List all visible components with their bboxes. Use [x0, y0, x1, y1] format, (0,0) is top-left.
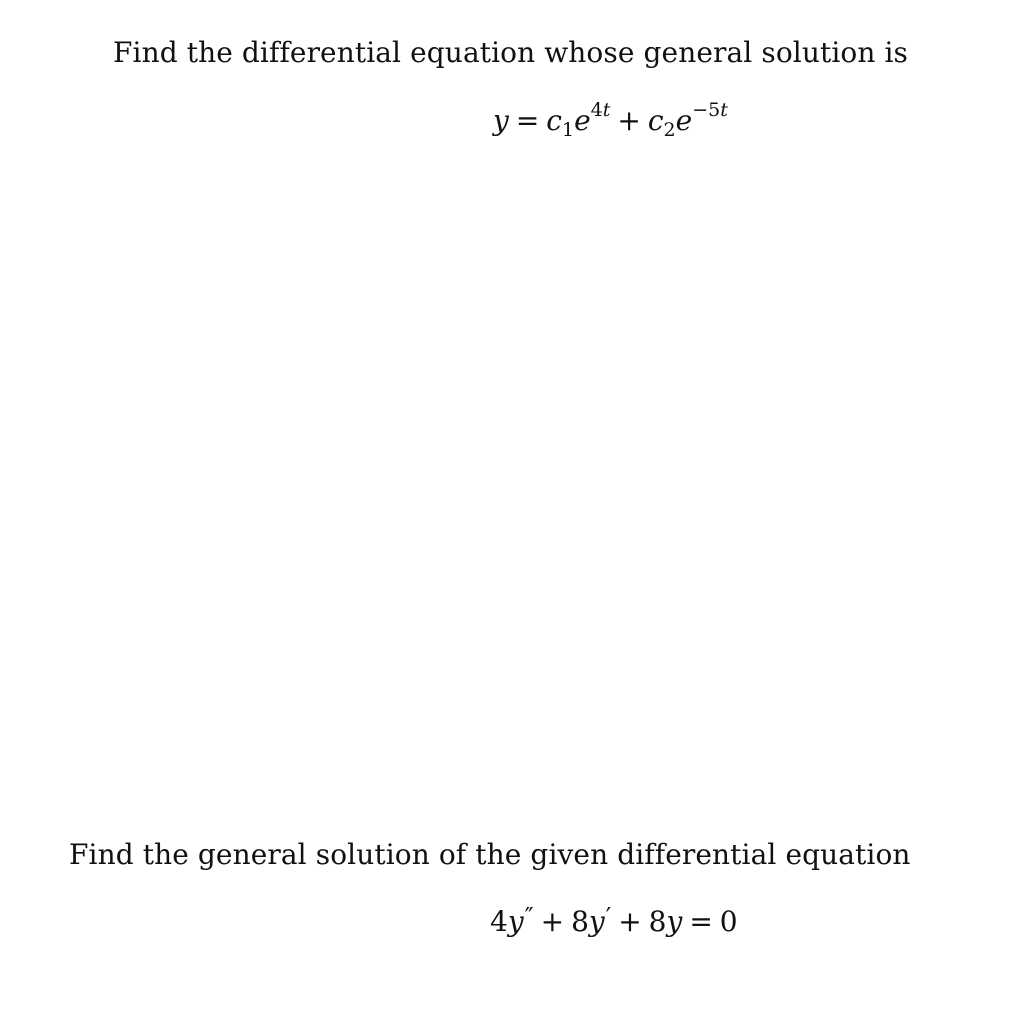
eq1-term2-exp-var: t: [720, 99, 728, 121]
eq1-term1-exp-num: 4: [590, 99, 603, 121]
eq1-term1-base: e: [574, 104, 591, 137]
eq2-coef-a: 4: [490, 905, 508, 938]
eq1-term2-exp-num: 5: [708, 99, 721, 121]
eq1-term2-base: e: [675, 104, 693, 137]
eq1-term1-coeff: c: [546, 104, 562, 137]
eq1-equals: =: [515, 104, 540, 137]
problem-1-equation: [493, 99, 728, 141]
eq2-rhs: 0: [719, 905, 738, 938]
eq2-var-c: y: [666, 905, 683, 938]
eq1-term1-sub: 1: [561, 119, 575, 141]
eq1-term2-coeff: c: [647, 104, 664, 137]
eq2-plus-2: +: [618, 905, 642, 938]
eq2-coef-b: 8: [571, 905, 589, 938]
problem-1-prompt: Find the differential equation whose general solution is: [113, 36, 908, 69]
problem-2-equation: [490, 905, 738, 939]
eq1-plus: +: [617, 104, 641, 137]
eq1-term1-exp-var: t: [602, 99, 611, 121]
eq2-prime-a: ″: [524, 903, 534, 931]
eq1-lhs: y: [493, 104, 509, 137]
eq1-term2-exp-sign: −: [692, 99, 709, 121]
eq1-term1-exp: [591, 99, 611, 121]
eq2-plus-1: +: [540, 905, 565, 938]
eq2-var-a: y: [507, 905, 524, 938]
problem-2-prompt: Find the general solution of the given differential equation: [69, 838, 911, 871]
eq1-term2-sub: 2: [663, 119, 676, 141]
eq2-equals: =: [689, 905, 713, 938]
eq2-var-b: y: [588, 905, 605, 938]
eq1-term2-exp: [692, 99, 728, 121]
eq2-coef-c: 8: [648, 905, 667, 938]
eq2-prime-b: ′: [605, 903, 612, 931]
